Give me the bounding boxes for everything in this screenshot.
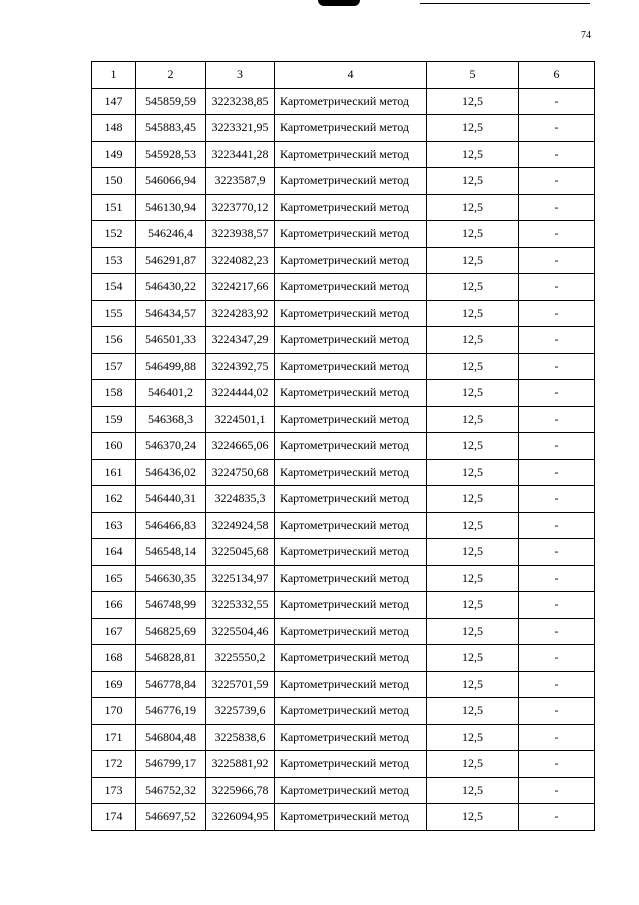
table-body bbox=[92, 88, 595, 830]
x-coordinate-cell: 546752,32 bbox=[136, 777, 206, 804]
accuracy-cell: 12,5 bbox=[427, 459, 519, 486]
method-cell: Картометрический метод bbox=[275, 486, 427, 513]
point-number-cell: 159 bbox=[92, 406, 136, 433]
x-coordinate-cell: 546434,57 bbox=[136, 300, 206, 327]
point-number-cell: 162 bbox=[92, 486, 136, 513]
method-cell: Картометрический метод bbox=[275, 194, 427, 221]
table-row bbox=[92, 353, 595, 380]
method-cell: Картометрический метод bbox=[275, 539, 427, 566]
y-coordinate-cell: 3224501,1 bbox=[206, 406, 275, 433]
y-coordinate-cell: 3224217,66 bbox=[206, 274, 275, 301]
method-cell: Картометрический метод bbox=[275, 618, 427, 645]
note-cell: - bbox=[519, 804, 595, 831]
x-coordinate-cell: 546748,99 bbox=[136, 592, 206, 619]
x-coordinate-cell: 546130,94 bbox=[136, 194, 206, 221]
accuracy-cell: 12,5 bbox=[427, 380, 519, 407]
table-row bbox=[92, 486, 595, 513]
note-cell: - bbox=[519, 671, 595, 698]
note-cell: - bbox=[519, 433, 595, 460]
column-header: 5 bbox=[427, 62, 519, 89]
method-cell: Картометрический метод bbox=[275, 804, 427, 831]
coordinates-table bbox=[91, 61, 595, 831]
y-coordinate-cell: 3225881,92 bbox=[206, 751, 275, 778]
point-number-cell: 156 bbox=[92, 327, 136, 354]
point-number-cell: 155 bbox=[92, 300, 136, 327]
point-number-cell: 173 bbox=[92, 777, 136, 804]
table-row bbox=[92, 406, 595, 433]
note-cell: - bbox=[519, 88, 595, 115]
method-cell: Картометрический метод bbox=[275, 221, 427, 248]
note-cell: - bbox=[519, 618, 595, 645]
method-cell: Картометрический метод bbox=[275, 168, 427, 195]
top-divider bbox=[420, 3, 590, 4]
scan-artifact bbox=[318, 0, 360, 6]
note-cell: - bbox=[519, 512, 595, 539]
y-coordinate-cell: 3225134,97 bbox=[206, 565, 275, 592]
column-header: 3 bbox=[206, 62, 275, 89]
point-number-cell: 147 bbox=[92, 88, 136, 115]
table-row bbox=[92, 380, 595, 407]
note-cell: - bbox=[519, 698, 595, 725]
x-coordinate-cell: 546778,84 bbox=[136, 671, 206, 698]
point-number-cell: 148 bbox=[92, 115, 136, 142]
accuracy-cell: 12,5 bbox=[427, 353, 519, 380]
accuracy-cell: 12,5 bbox=[427, 671, 519, 698]
table-row bbox=[92, 698, 595, 725]
note-cell: - bbox=[519, 486, 595, 513]
x-coordinate-cell: 546630,35 bbox=[136, 565, 206, 592]
method-cell: Картометрический метод bbox=[275, 565, 427, 592]
note-cell: - bbox=[519, 565, 595, 592]
x-coordinate-cell: 546799,17 bbox=[136, 751, 206, 778]
table-row bbox=[92, 618, 595, 645]
method-cell: Картометрический метод bbox=[275, 406, 427, 433]
column-header: 6 bbox=[519, 62, 595, 89]
column-header: 4 bbox=[275, 62, 427, 89]
x-coordinate-cell: 546548,14 bbox=[136, 539, 206, 566]
note-cell: - bbox=[519, 724, 595, 751]
accuracy-cell: 12,5 bbox=[427, 274, 519, 301]
point-number-cell: 169 bbox=[92, 671, 136, 698]
method-cell: Картометрический метод bbox=[275, 592, 427, 619]
point-number-cell: 158 bbox=[92, 380, 136, 407]
y-coordinate-cell: 3224444,02 bbox=[206, 380, 275, 407]
method-cell: Картометрический метод bbox=[275, 247, 427, 274]
x-coordinate-cell: 546246,4 bbox=[136, 221, 206, 248]
point-number-cell: 174 bbox=[92, 804, 136, 831]
y-coordinate-cell: 3224924,58 bbox=[206, 512, 275, 539]
note-cell: - bbox=[519, 751, 595, 778]
note-cell: - bbox=[519, 459, 595, 486]
note-cell: - bbox=[519, 645, 595, 672]
accuracy-cell: 12,5 bbox=[427, 565, 519, 592]
accuracy-cell: 12,5 bbox=[427, 698, 519, 725]
x-coordinate-cell: 546368,3 bbox=[136, 406, 206, 433]
table-row bbox=[92, 115, 595, 142]
y-coordinate-cell: 3225550,2 bbox=[206, 645, 275, 672]
note-cell: - bbox=[519, 168, 595, 195]
note-cell: - bbox=[519, 221, 595, 248]
table-row bbox=[92, 194, 595, 221]
y-coordinate-cell: 3224082,23 bbox=[206, 247, 275, 274]
accuracy-cell: 12,5 bbox=[427, 751, 519, 778]
y-coordinate-cell: 3223441,28 bbox=[206, 141, 275, 168]
method-cell: Картометрический метод bbox=[275, 698, 427, 725]
x-coordinate-cell: 546401,2 bbox=[136, 380, 206, 407]
accuracy-cell: 12,5 bbox=[427, 300, 519, 327]
accuracy-cell: 12,5 bbox=[427, 168, 519, 195]
accuracy-cell: 12,5 bbox=[427, 141, 519, 168]
point-number-cell: 166 bbox=[92, 592, 136, 619]
table-row bbox=[92, 645, 595, 672]
table-row bbox=[92, 221, 595, 248]
note-cell: - bbox=[519, 353, 595, 380]
method-cell: Картометрический метод bbox=[275, 459, 427, 486]
method-cell: Картометрический метод bbox=[275, 433, 427, 460]
table-row bbox=[92, 168, 595, 195]
accuracy-cell: 12,5 bbox=[427, 486, 519, 513]
note-cell: - bbox=[519, 247, 595, 274]
point-number-cell: 157 bbox=[92, 353, 136, 380]
y-coordinate-cell: 3225701,59 bbox=[206, 671, 275, 698]
method-cell: Картометрический метод bbox=[275, 512, 427, 539]
method-cell: Картометрический метод bbox=[275, 115, 427, 142]
accuracy-cell: 12,5 bbox=[427, 777, 519, 804]
point-number-cell: 153 bbox=[92, 247, 136, 274]
table-row bbox=[92, 804, 595, 831]
accuracy-cell: 12,5 bbox=[427, 194, 519, 221]
accuracy-cell: 12,5 bbox=[427, 88, 519, 115]
column-header: 1 bbox=[92, 62, 136, 89]
accuracy-cell: 12,5 bbox=[427, 406, 519, 433]
x-coordinate-cell: 546430,22 bbox=[136, 274, 206, 301]
point-number-cell: 154 bbox=[92, 274, 136, 301]
y-coordinate-cell: 3225966,78 bbox=[206, 777, 275, 804]
x-coordinate-cell: 546697,52 bbox=[136, 804, 206, 831]
table-row bbox=[92, 300, 595, 327]
accuracy-cell: 12,5 bbox=[427, 645, 519, 672]
table-row bbox=[92, 327, 595, 354]
table-row bbox=[92, 724, 595, 751]
note-cell: - bbox=[519, 592, 595, 619]
method-cell: Картометрический метод bbox=[275, 88, 427, 115]
table-row bbox=[92, 751, 595, 778]
point-number-cell: 167 bbox=[92, 618, 136, 645]
y-coordinate-cell: 3224283,92 bbox=[206, 300, 275, 327]
table-row bbox=[92, 433, 595, 460]
method-cell: Картометрический метод bbox=[275, 353, 427, 380]
y-coordinate-cell: 3225332,55 bbox=[206, 592, 275, 619]
point-number-cell: 165 bbox=[92, 565, 136, 592]
point-number-cell: 170 bbox=[92, 698, 136, 725]
x-coordinate-cell: 546436,02 bbox=[136, 459, 206, 486]
x-coordinate-cell: 545928,53 bbox=[136, 141, 206, 168]
accuracy-cell: 12,5 bbox=[427, 539, 519, 566]
x-coordinate-cell: 546776,19 bbox=[136, 698, 206, 725]
y-coordinate-cell: 3223938,57 bbox=[206, 221, 275, 248]
accuracy-cell: 12,5 bbox=[427, 221, 519, 248]
note-cell: - bbox=[519, 539, 595, 566]
x-coordinate-cell: 546440,31 bbox=[136, 486, 206, 513]
y-coordinate-cell: 3223770,12 bbox=[206, 194, 275, 221]
accuracy-cell: 12,5 bbox=[427, 115, 519, 142]
accuracy-cell: 12,5 bbox=[427, 804, 519, 831]
accuracy-cell: 12,5 bbox=[427, 618, 519, 645]
point-number-cell: 164 bbox=[92, 539, 136, 566]
note-cell: - bbox=[519, 274, 595, 301]
y-coordinate-cell: 3224665,06 bbox=[206, 433, 275, 460]
x-coordinate-cell: 546066,94 bbox=[136, 168, 206, 195]
y-coordinate-cell: 3224750,68 bbox=[206, 459, 275, 486]
table-row bbox=[92, 671, 595, 698]
note-cell: - bbox=[519, 115, 595, 142]
table-row bbox=[92, 274, 595, 301]
table-row bbox=[92, 247, 595, 274]
method-cell: Картометрический метод bbox=[275, 274, 427, 301]
point-number-cell: 168 bbox=[92, 645, 136, 672]
column-header: 2 bbox=[136, 62, 206, 89]
table-header bbox=[92, 62, 595, 89]
point-number-cell: 172 bbox=[92, 751, 136, 778]
point-number-cell: 150 bbox=[92, 168, 136, 195]
method-cell: Картометрический метод bbox=[275, 141, 427, 168]
y-coordinate-cell: 3223587,9 bbox=[206, 168, 275, 195]
method-cell: Картометрический метод bbox=[275, 300, 427, 327]
x-coordinate-cell: 546466,83 bbox=[136, 512, 206, 539]
method-cell: Картометрический метод bbox=[275, 671, 427, 698]
x-coordinate-cell: 545883,45 bbox=[136, 115, 206, 142]
table-row bbox=[92, 777, 595, 804]
y-coordinate-cell: 3225045,68 bbox=[206, 539, 275, 566]
method-cell: Картометрический метод bbox=[275, 380, 427, 407]
x-coordinate-cell: 546804,48 bbox=[136, 724, 206, 751]
table-row bbox=[92, 141, 595, 168]
table-row bbox=[92, 539, 595, 566]
table-row bbox=[92, 565, 595, 592]
method-cell: Картометрический метод bbox=[275, 645, 427, 672]
table-row bbox=[92, 459, 595, 486]
point-number-cell: 151 bbox=[92, 194, 136, 221]
point-number-cell: 161 bbox=[92, 459, 136, 486]
table-row bbox=[92, 592, 595, 619]
y-coordinate-cell: 3223238,85 bbox=[206, 88, 275, 115]
x-coordinate-cell: 546825,69 bbox=[136, 618, 206, 645]
header-row bbox=[92, 62, 595, 89]
note-cell: - bbox=[519, 327, 595, 354]
y-coordinate-cell: 3226094,95 bbox=[206, 804, 275, 831]
method-cell: Картометрический метод bbox=[275, 724, 427, 751]
y-coordinate-cell: 3224835,3 bbox=[206, 486, 275, 513]
note-cell: - bbox=[519, 380, 595, 407]
point-number-cell: 163 bbox=[92, 512, 136, 539]
accuracy-cell: 12,5 bbox=[427, 433, 519, 460]
y-coordinate-cell: 3224347,29 bbox=[206, 327, 275, 354]
table-row bbox=[92, 88, 595, 115]
x-coordinate-cell: 546291,87 bbox=[136, 247, 206, 274]
accuracy-cell: 12,5 bbox=[427, 327, 519, 354]
accuracy-cell: 12,5 bbox=[427, 512, 519, 539]
y-coordinate-cell: 3225838,6 bbox=[206, 724, 275, 751]
point-number-cell: 152 bbox=[92, 221, 136, 248]
note-cell: - bbox=[519, 777, 595, 804]
accuracy-cell: 12,5 bbox=[427, 247, 519, 274]
method-cell: Картометрический метод bbox=[275, 751, 427, 778]
y-coordinate-cell: 3225504,46 bbox=[206, 618, 275, 645]
note-cell: - bbox=[519, 194, 595, 221]
note-cell: - bbox=[519, 406, 595, 433]
y-coordinate-cell: 3223321,95 bbox=[206, 115, 275, 142]
y-coordinate-cell: 3225739,6 bbox=[206, 698, 275, 725]
table-row bbox=[92, 512, 595, 539]
accuracy-cell: 12,5 bbox=[427, 592, 519, 619]
method-cell: Картометрический метод bbox=[275, 777, 427, 804]
x-coordinate-cell: 546370,24 bbox=[136, 433, 206, 460]
point-number-cell: 171 bbox=[92, 724, 136, 751]
page-number: 74 bbox=[581, 30, 591, 41]
accuracy-cell: 12,5 bbox=[427, 724, 519, 751]
method-cell: Картометрический метод bbox=[275, 327, 427, 354]
note-cell: - bbox=[519, 300, 595, 327]
y-coordinate-cell: 3224392,75 bbox=[206, 353, 275, 380]
point-number-cell: 160 bbox=[92, 433, 136, 460]
point-number-cell: 149 bbox=[92, 141, 136, 168]
note-cell: - bbox=[519, 141, 595, 168]
x-coordinate-cell: 546828,81 bbox=[136, 645, 206, 672]
x-coordinate-cell: 546501,33 bbox=[136, 327, 206, 354]
x-coordinate-cell: 545859,59 bbox=[136, 88, 206, 115]
x-coordinate-cell: 546499,88 bbox=[136, 353, 206, 380]
